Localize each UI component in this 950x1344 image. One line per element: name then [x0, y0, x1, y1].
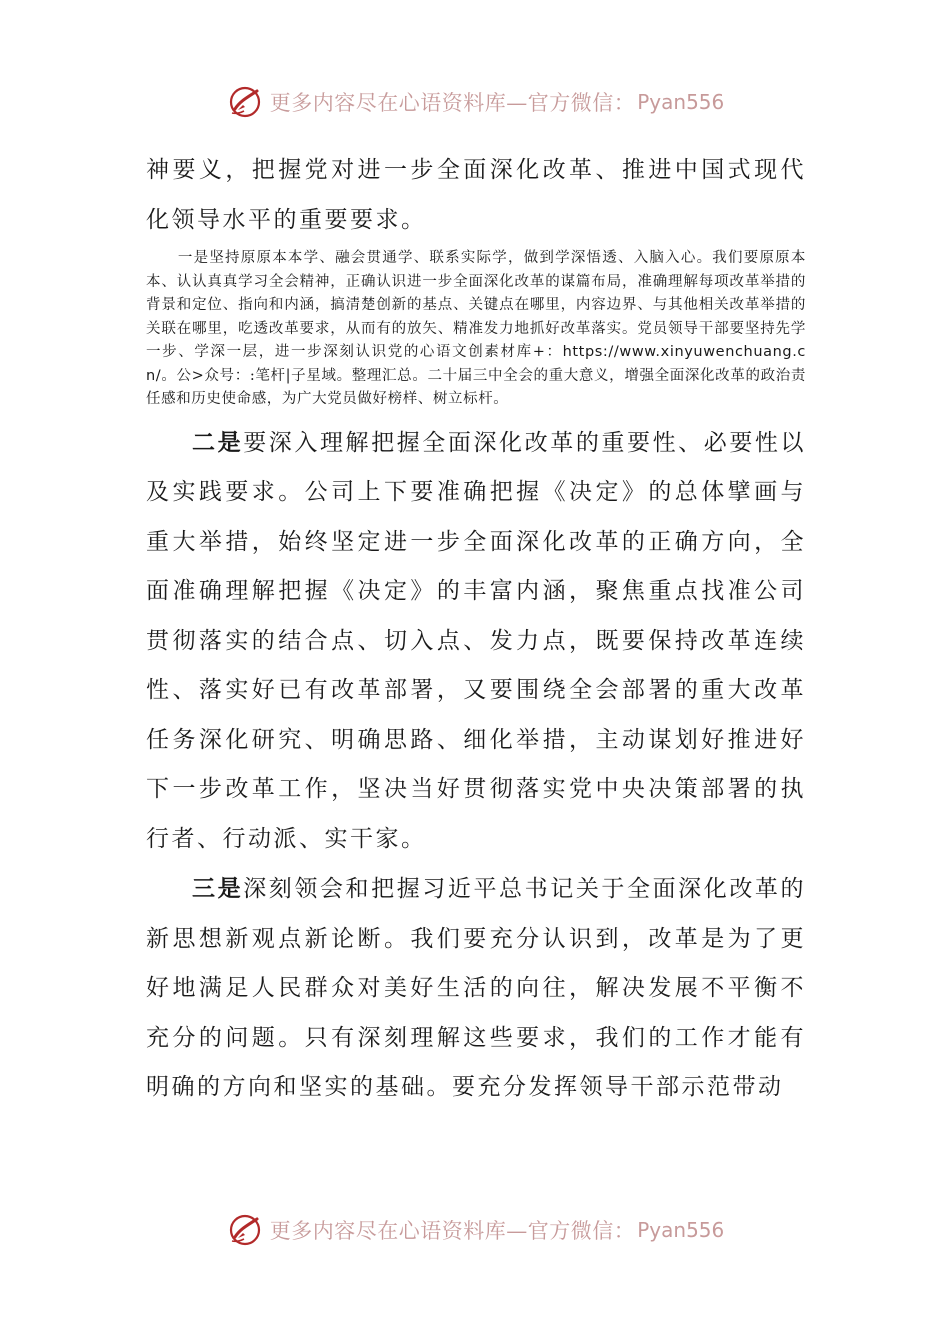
- point-three-lead: 三是: [192, 875, 244, 902]
- footer-watermark-banner: [0, 1208, 950, 1252]
- website-link[interactable]: https://www.xinyuwenchuang.cn/: [146, 344, 806, 384]
- header-watermark-banner: [0, 80, 950, 124]
- small-paragraph-text-after: 。公>众号：:笔杆|子星域。整理汇总。二十届三中全会的重大意义，增强全面深化改革的政治责任感和历史使命感，为广大党员做好榜样、树立标杆。: [146, 367, 806, 407]
- paragraph-point-two: [146, 418, 806, 865]
- document-body: [146, 146, 806, 1113]
- small-paragraph-text: 一是坚持原原本本学、融会贯通学、联系实际学，做到学深悟透、入脑入心。我们要原原本本、认认真真学习全会精神，正确认识进一步全面深化改革的谋篇布局，准确理解每项改革举措的背景和定位、指向和内涵，搞清楚创新的基点、关键点在哪里，内容边界、与其他相关改革举措的关联在哪里，吃透改革要求，从而有的放矢、精准发力地抓好改革落实。党员领导干部要坚持先学一步、学深一层，进一步深刻认识党的心语文创素材库+：: [146, 250, 806, 360]
- point-three-text: 深刻领会和把握习近平总书记关于全面深化改革的新思想新观点新论断。我们要充分认识到，改革是为了更好地满足人民群众对美好生活的向往，解决发展不平衡不充分的问题。只有深刻理解这些要求，我们的工作才能有明确的方向和坚实的基础。要充分发挥领导干部示范带动: [146, 876, 807, 1100]
- pen-seal-logo-icon: [226, 83, 264, 121]
- banner-wechat-handle: Pyan556: [637, 90, 725, 114]
- banner-text: 更多内容尽在心语资料库—官方微信：: [269, 91, 636, 115]
- paragraph-point-three: [146, 864, 806, 1113]
- banner-text: 更多内容尽在心语资料库—官方微信：: [269, 1219, 636, 1243]
- pen-seal-logo-icon: [226, 1211, 264, 1249]
- banner-wechat-handle: Pyan556: [637, 1218, 725, 1242]
- paragraph-small-inserted: [146, 247, 806, 412]
- point-two-text: 要深入理解把握全面深化改革的重要性、必要性以及实践要求。公司上下要准确把握《决定》的总体擘画与重大举措，始终坚定进一步全面深化改革的正确方向，全面准确理解把握《决定》的丰富内涵，聚焦重点找准公司贯彻落实的结合点、切入点、发力点，既要保持改革连续性、落实好已有改革部署，又要围绕全会部署的重大改革任务深化研究、明确思路、细化举措，主动谋划好推进好下一步改革工作，坚决当好贯彻落实党中央决策部署的执行者、行动派、实干家。: [146, 429, 807, 852]
- paragraph-continuation: 神要义，把握党对进一步全面深化改革、推进中国式现代化领导水平的重要要求。: [146, 157, 806, 233]
- point-two-lead: 二是: [192, 428, 244, 456]
